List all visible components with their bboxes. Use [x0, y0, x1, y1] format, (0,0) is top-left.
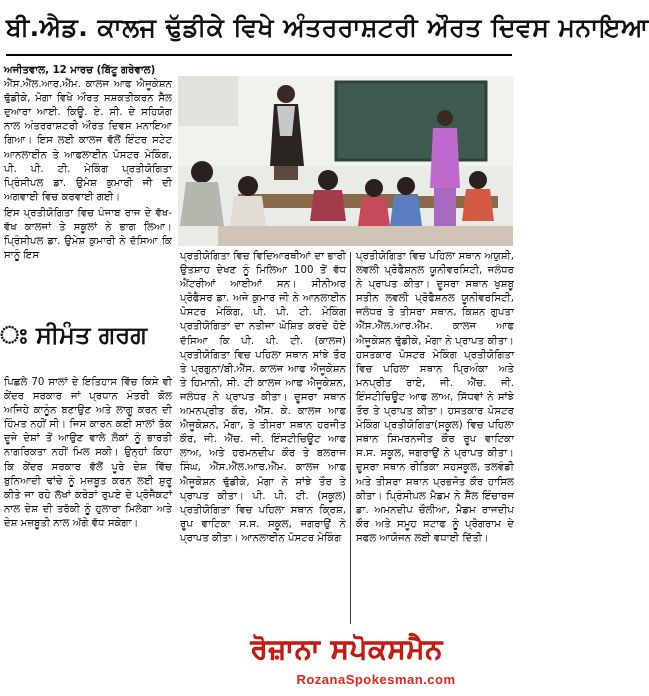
article-column-1: [4, 64, 172, 310]
article-paragraph-5: ਪ੍ਰਤੀਯੋਗਿਤਾ ਵਿਚ ਪਹਿਲਾ ਸਥਾਨ ਅਯੁਸ਼ੀ, ਲਵਲੀ ਪ੍ਰੋਫੈਸ਼ਨਲ ਯੂਨੀਵਰਸਿਟੀ, ਜਲੰਧਰ ਨੇ ਪ੍ਰਾਪਤ ਕੀਤਾ। ਦੂਸਰਾ ਸਥਾਨ ਖੁਸ਼ਬੂ ਸਤੀਨ ਲਵਲੀ ਪ੍ਰੋਫੈਸ਼ਨਲ ਯੂਨੀਵਰਸਿਟੀ, ਜਲੰਧਰ ਤੇ ਤੀਸਰਾ ਸਥਾਨ, ਕਿਸ਼ਨ ਗੁਪਤਾ ਐੱਸ.ਐੱਲ.ਆਰ.ਐੱਮ. ਕਾਲਜ ਆਫ ਐਜੂਕੇਸ਼ਨ ਢੁੱਡੀਕੇ, ਮੋਗਾ ਨੇ ਪ੍ਰਾਪਤ ਕੀਤਾ। ਹਸਤਕਾਰ ਪੋਸਟਰ ਮੇਕਿੰਗ ਪ੍ਰਤੀਯੋਗਿਤਾ ਵਿਚ ਪਹਿਲਾ ਸਥਾਨ ਪ੍ਰਿਅੰਕਾ ਅਤੇ ਮਨਪ੍ਰੀਤ ਰਾਏ, ਜੀ. ਐੱਚ. ਜੀ. ਇੰਸਟੀਚਿਊਟ ਆਫ ਲਾਅ, ਸਿੱਧਵਾਂ ਨੇ ਸਾਂਝੇ ਤੌਰ ਤੇ ਪ੍ਰਾਪਤ ਕੀਤਾ। ਹਸਤਕਾਰ ਪੋਸਟਰ ਮੇਕਿੰਗ ਪ੍ਰਤੀਯੋਗਿਤਾ(ਸਕੂਲ) ਵਿਚ ਪਹਿਲਾ ਸਥਾਨ ਸਿਮਰਨਜੀਤ ਕੌਰ ਰੂਪ ਵਾਟਿਕਾ ਸ.ਸ. ਸਕੂਲ, ਜਗਰਾਉਂ ਨੇ ਪ੍ਰਾਪਤ ਕੀਤਾ। ਦੂਸਰਾ ਸਥਾਨ ਰੀਤਿਕਾ ਸਹਸਕੂਲ, ਤਲਵੰਡੀ ਅਤੇ ਤੀਸਰਾ ਸਥਾਨ ਪ੍ਰਭਜੋਤ ਕੌਰ ਹਾਸਿਲ ਕੀਤਾ। ਪ੍ਰਿੰਸੀਪਲ ਮੈਡਮ ਨੇ ਸੈੱਲ ਇੰਚਾਰਜ ਡਾ. ਅਮਨਦੀਪ ਚੌਲੀਆ, ਮੈਡਮ ਰਾਜਦੀਪ ਕੌਰ ਅਤੇ ਸਮੂਹ ਸਟਾਫ ਨੂੰ ਪ੍ਰੋਗਰਾਮ ਦੇ ਸਫਲ ਆਯੋਜਨ ਲਈ ਵਧਾਈ ਦਿੱਤੀ।: [356, 251, 514, 544]
dateline: ਅਜੀਤਵਾਲ, 12 ਮਾਰਚ (ਬਿੱਟੂ ਗਰੇਵਾਲ): [4, 65, 156, 76]
article-paragraph-4: ਪ੍ਰਤੀਯੋਗਿਤਾ ਵਿਚ ਵਿਦਿਆਰਥੀਆਂ ਦਾ ਭਾਰੀ ਉਤਸ਼ਾਹ ਦੇਖਣ ਨੂੰ ਮਿਲਿਆ 100 ਤੋਂ ਵੱਧ ਐਂਟਰੀਆਂ ਆਈਆਂ ਸਨ। ਸੀਨੀਅਰ ਪ੍ਰੋਫੈਸਰ ਡਾ. ਅਜੇ ਕੁਮਾਰ ਜੀ ਨੇ ਆਨਲਾਈਨ ਪੋਸਟਰ ਮੇਕਿੰਗ, ਪੀ. ਪੀ. ਟੀ. ਮੇਕਿੰਗ ਪ੍ਰਤੀਯੋਗਿਤਾ ਦਾ ਨਤੀਜਾ ਘੋਸ਼ਿਤ ਕਰਦੇ ਹੋਏ ਦੱਸਿਆ ਕਿ ਪੀ. ਪੀ. ਟੀ. (ਕਾਲਜ) ਪ੍ਰਤੀਯੋਗਿਤਾ ਵਿਚ ਪਹਿਲਾ ਸਥਾਨ ਸਾਂਝੇ ਤੌਰ ਤੇ ਪ੍ਰਗੁਨਾ/ਬੀ.ਐੱਸ. ਕਾਲਜ ਆਫ ਐਜੂਕੇਸ਼ਨ ਤੇ ਹਿਮਾਨੀ, ਸੀ. ਟੀ ਕਾਲਜ ਆਫ ਐਜੂਕੇਸ਼ਨ, ਜਲੰਧਰ ਨੇ ਪ੍ਰਾਪਤ ਕੀਤਾ। ਦੂਸਰਾ ਸਥਾਨ ਅਮਨਪ੍ਰੀਤ ਕੌਰ, ਐੱਸ. ਕੇ. ਕਾਲਜ ਆਫ ਐਜੂਕੇਸ਼ਨ, ਮੋਗਾ, ਤੇ ਤੀਸਰਾ ਸਥਾਨ ਹਰਜੀਤ ਕੌਰ, ਜੀ. ਐੱਚ. ਜੀ. ਇੰਸਟੀਚਿਊਟ ਆਫ ਲਾਅ, ਅਤੇ ਹਰਮਨਦੀਪ ਕੌਰ ਤੇ ਬਲਰਾਜ ਸਿੰਘ, ਐੱਸ.ਐੱਲ.ਆਰ.ਐੱਮ. ਕਾਲਜ ਆਫ ਐਜੂਕੇਸ਼ਨ ਢੁੱਡੀਕੇ, ਮੋਗਾ ਨੇ ਸਾਂਝੇ ਤੌਰ ਤੇ ਪ੍ਰਾਪਤ ਕੀਤਾ। ਪੀ. ਪੀ. ਟੀ. (ਸਕੂਲ) ਪ੍ਰਤੀਯੋਗਿਤਾ ਵਿਚ ਪਹਿਲਾ ਸਥਾਨ ਕ੍ਰਿਸ਼, ਰੂਪ ਵਾਟਿਕਾ ਸ.ਸ. ਸਕੂਲ, ਜਗਰਾਉਂ ਨੇ ਪ੍ਰਾਪਤ ਕੀਤਾ। ਆਨਲਾਈਨ ਪੋਸਟਰ ਮੇਕਿੰਗ: [180, 251, 346, 544]
headline: ਬੀ.ਐਡ. ਕਾਲਜ ਢੁੱਡੀਕੇ ਵਿਖੇ ਅੰਤਰਰਾਸ਼ਟਰੀ ਔਰਤ ਦਿਵਸ ਮਨਾਇਆ: [6, 13, 649, 42]
headline-rule: [6, 54, 512, 56]
news-photo: [178, 76, 513, 246]
article-paragraph-2: ਇਸ ਪ੍ਰਤੀਯੋਗਿਤਾ ਵਿਚ ਪੰਜਾਬ ਰਾਜ ਦੇ ਵੱਖ-ਵੱਖ ਕਾਲਜਾਂ ਤੇ ਸਕੂਲਾਂ ਨੇ ਭਾਗ ਲਿਆ। ਪ੍ਰਿੰਸੀਪਲ ਡਾ. ਉਮੇਸ਼ ਕੁਮਾਰੀ ਨੇ ਦੱਸਿਆ ਕਿ ਸਾਨੂੰ ਇਸ: [4, 207, 172, 262]
article-column-3: [356, 250, 514, 628]
column-divider: [350, 252, 351, 624]
article-column-2: [180, 250, 346, 628]
newspaper-website: RozanaSpokesman.com: [296, 672, 456, 687]
article-paragraph-1: ਐੱਸ.ਐੱਲ.ਆਰ.ਐੱਮ. ਕਾਲਜ ਆਫ ਐਜੂਕੇਸ਼ਨ ਢੁੱਡੀਕੇ, ਮੋਗਾ ਵਿਖੇ ਔਰਤ ਸਸ਼ਕਤੀਕਰਨ ਸੈੱਲ ਦੁਆਰਾ ਆਈ. ਕਿਊ. ਏ. ਸੀ. ਦੇ ਸਹਿਯੋਗ ਨਾਲ ਅੰਤਰਰਾਸ਼ਟਰੀ ਔਰਤ ਦਿਵਸ ਮਨਾਇਆ ਗਿਆ। ਇਸ ਲਈ ਕਾਲਜ ਵੱਲੋਂ ਇੰਟਰ ਸਟੇਟ ਆਨਲਾਈਨ ਤੇ ਆਫਲਾਈਨ ਪੋਸਟਰ ਮੇਕਿੰਗ, ਪੀ. ਪੀ. ਟੀ. ਮੇਕਿੰਗ ਪ੍ਰਤੀਯੋਗਿਤਾ ਪ੍ਰਿੰਸੀਪਲ ਡਾ. ਉਮੇਸ਼ ਕੁਮਾਰੀ ਜੀ ਦੀ ਅਗਵਾਈ ਵਿਚ ਕਰਵਾਈ ਗਈ।: [4, 79, 172, 203]
newspaper-logo: ਰੋਜ਼ਾਨਾ ਸਪੋਕਸਮੈਨ: [250, 634, 444, 665]
article-paragraph-3: ਪਿਛਲੇ 70 ਸਾਲਾਂ ਦੇ ਇਤਿਹਾਸ ਵਿੱਚ ਕਿਸੇ ਵੀ ਕੇਂਦਰ ਸਰਕਾਰ ਜਾਂ ਪ੍ਰਧਾਨ ਮੰਤਰੀ ਕੋਲ ਅਜਿਹੇ ਕਾਨੂੰਨ ਬਣਾਉਣ ਅਤੇ ਲਾਗੂ ਕਰਨ ਦੀ ਹਿੰਮਤ ਨਹੀਂ ਸੀ। ਜਿਸ ਕਾਰਨ ਕਈ ਸਾਲਾਂ ਤੱਕ ਦੂਜੇ ਦੇਸ਼ਾਂ ਤੋਂ ਆਉਣ ਵਾਲੇ ਲੋਕਾਂ ਨੂੰ ਭਾਰਤੀ ਨਾਗਰਿਕਤਾ ਨਹੀਂ ਮਿਲ ਸਕੀ। ਉਨ੍ਹਾਂ ਕਿਹਾ ਕਿ ਕੇਂਦਰ ਸਰਕਾਰ ਵੱਲੋਂ ਪੂਰੇ ਦੇਸ਼ ਵਿੱਚ ਬੁਨਿਆਦੀ ਢਾਂਚੇ ਨੂੰ ਮਜ਼ਬੂਤ ਕਰਨ ਲਈ ਸ਼ੁਰੂ ਕੀਤੇ ਜਾ ਰਹੇ ਲੱਖਾਂ ਕਰੋੜਾਂ ਰੁਪਏ ਦੇ ਪ੍ਰੋਜੈਕਟਾਂ ਨਾਲ ਦੇਸ਼ ਦੀ ਤਰੱਕੀ ਨੂੰ ਹੁਲਾਰਾ ਮਿਲੇਗਾ ਅਤੇ ਦੇਸ਼ ਮਜ਼ਬੂਤੀ ਨਾਲ ਅੱਗੇ ਵੱਧ ਸਕੇਗਾ।: [4, 377, 172, 529]
classroom-photo-image: [178, 76, 513, 246]
article-column-1-lower: [4, 376, 172, 626]
section-heading: ਃ ਸੀਮੰਤ ਗਰਗ: [0, 321, 147, 349]
